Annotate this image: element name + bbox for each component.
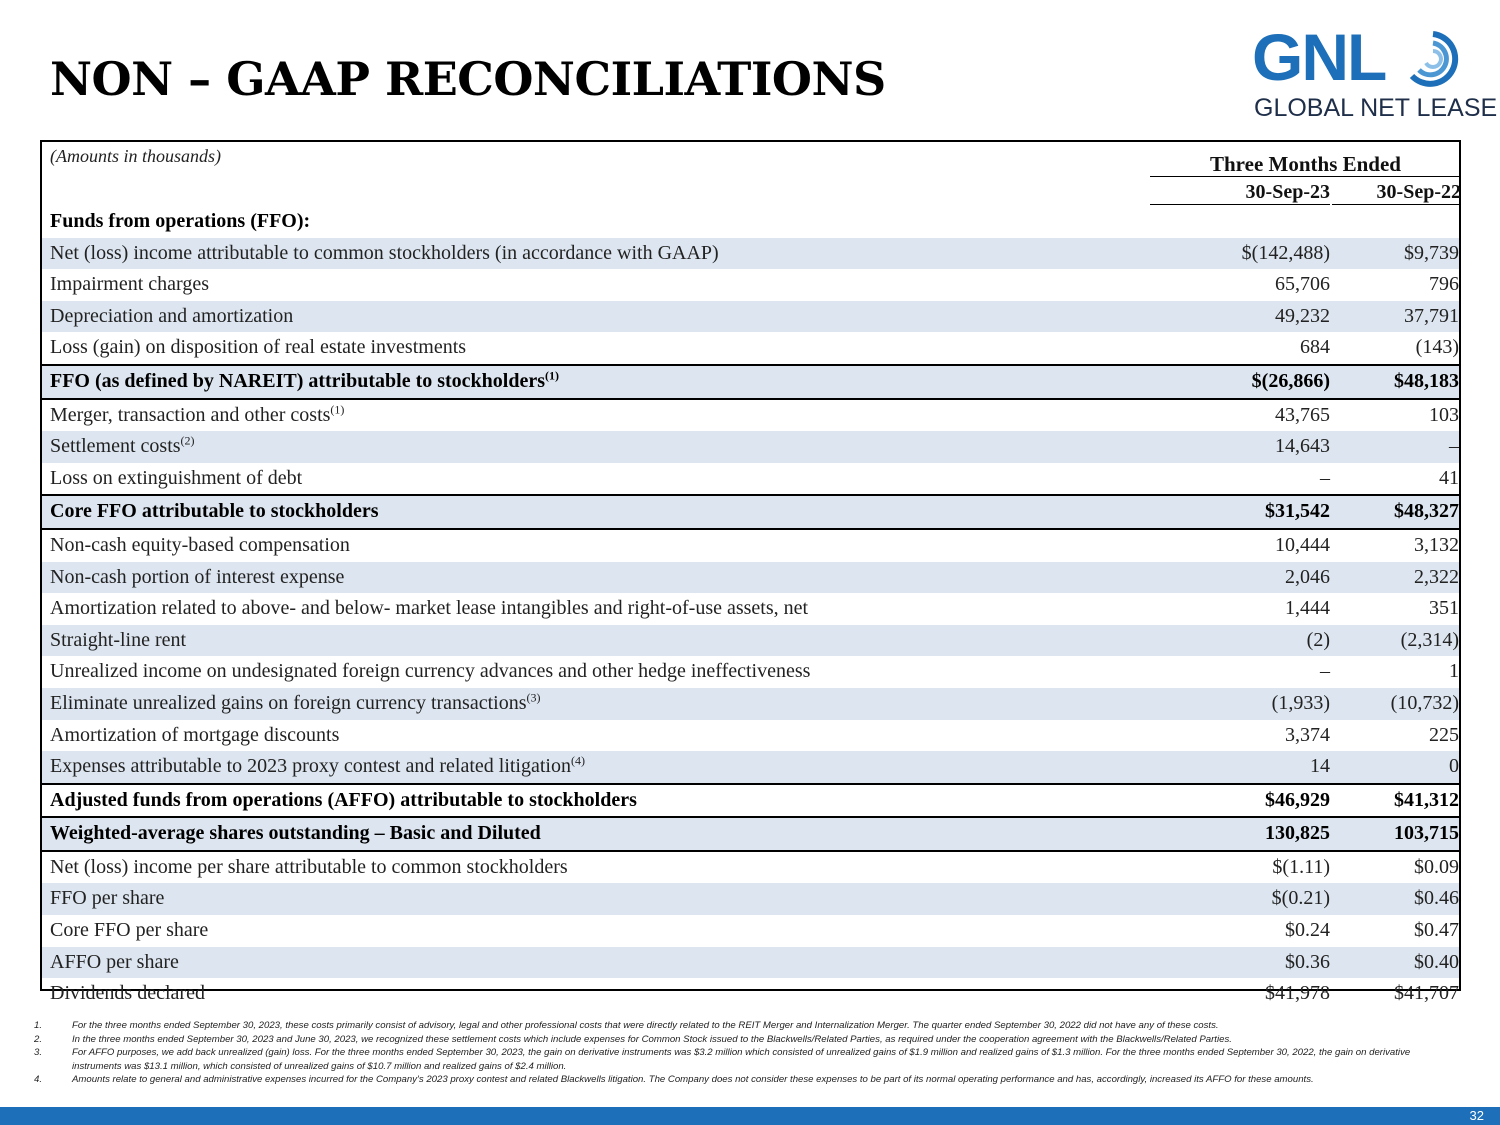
- row-value-sep-23: $46,929: [1265, 788, 1330, 811]
- page-number: 32: [1469, 1108, 1484, 1123]
- row-value-sep-22: 1: [1449, 660, 1459, 683]
- row-value-sep-22: 796: [1429, 273, 1459, 296]
- table-row: [42, 625, 1459, 657]
- footnote-number: 3.: [34, 1047, 43, 1058]
- row-label: Loss on extinguishment of debt: [50, 466, 303, 489]
- table-row: [42, 720, 1459, 752]
- row-value-sep-22: 2,322: [1414, 565, 1459, 588]
- table-row: [42, 431, 1459, 463]
- row-value-sep-23: $(0.21): [1271, 887, 1330, 910]
- row-label: FFO per share: [50, 887, 165, 910]
- row-value-sep-22: 225: [1429, 723, 1459, 746]
- table-row: [42, 978, 1459, 1010]
- row-value-sep-22: $48,327: [1394, 500, 1459, 523]
- row-value-sep-23: $0.24: [1285, 919, 1330, 942]
- table-row: [42, 463, 1459, 495]
- row-value-sep-23: 130,825: [1265, 822, 1330, 845]
- row-label: Unrealized income on undesignated foreign currency advances and other hedge ineffectiveness: [50, 660, 811, 683]
- row-value-sep-23: (1,933): [1271, 691, 1330, 714]
- footnote-ref: (1): [330, 401, 345, 416]
- row-value-sep-22: $0.40: [1414, 950, 1459, 973]
- row-label: Core FFO attributable to stockholders: [50, 500, 379, 523]
- table-row-total: [42, 818, 1459, 852]
- column-header-sep-23: 30-Sep-23: [1150, 178, 1330, 205]
- row-value-sep-23: 43,765: [1275, 403, 1330, 426]
- footnotes: [34, 1019, 1454, 1087]
- row-label: AFFO per share: [50, 950, 179, 973]
- footnote-ref: (4): [570, 753, 585, 768]
- row-value-sep-22: (143): [1415, 336, 1459, 359]
- row-label: Eliminate unrealized gains on foreign currency transactions$^{(3)}$: [50, 690, 541, 714]
- row-value-sep-23: –: [1320, 466, 1330, 489]
- table-row: [42, 206, 1459, 238]
- table-row: [42, 269, 1459, 301]
- row-value-sep-22: $41,312: [1394, 788, 1459, 811]
- row-value-sep-23: $0.36: [1285, 950, 1330, 973]
- footnote: [34, 1046, 1454, 1073]
- column-header-sep-22: 30-Sep-22: [1332, 178, 1461, 205]
- row-value-sep-22: –: [1449, 435, 1459, 458]
- row-value-sep-23: 3,374: [1285, 723, 1330, 746]
- table-row: [42, 852, 1459, 884]
- footnote-text: For AFFO purposes, we add back unrealized (gain) loss. For the three months ended September 30, 2023, the gain on derivative instruments was $3.2 million which consisted of unrealized gains of $1.9 million and realized gains of $1.3 million. For the three months ended September 30, 2022, the gain on derivative instruments was $13.1 million, which consisted of unrealized gains of $10.7 million and realized gains of $2.4 million.: [72, 1047, 1411, 1072]
- page-title: NON – GAAP RECONCILIATIONS: [50, 52, 886, 106]
- row-value-sep-22: (2,314): [1400, 628, 1459, 651]
- row-value-sep-23: 14,643: [1275, 435, 1330, 458]
- row-value-sep-22: 0: [1449, 755, 1459, 778]
- row-value-sep-22: $0.46: [1414, 887, 1459, 910]
- row-label: Depreciation and amortization: [50, 304, 294, 327]
- row-value-sep-22: $9,739: [1404, 241, 1459, 264]
- row-value-sep-23: 14: [1310, 755, 1330, 778]
- row-value-sep-23: $31,542: [1265, 500, 1330, 523]
- table-row-total: [42, 494, 1459, 530]
- row-label: Loss (gain) on disposition of real estate investments: [50, 336, 467, 359]
- row-value-sep-22: 103,715: [1394, 822, 1459, 845]
- row-label: Dividends declared: [50, 982, 205, 1005]
- footnote-ref: (3): [526, 690, 541, 705]
- row-value-sep-22: $48,183: [1394, 369, 1459, 392]
- footnote: [34, 1019, 1454, 1033]
- row-value-sep-23: 2,046: [1285, 565, 1330, 588]
- footnote-number: 4.: [34, 1074, 43, 1085]
- logo-wordmark: GNL: [1252, 20, 1386, 94]
- logo-tagline: GLOBAL NET LEASE: [1254, 94, 1498, 122]
- table-row-total: [42, 364, 1459, 400]
- row-value-sep-22: $0.09: [1414, 855, 1459, 878]
- row-label: Non-cash portion of interest expense: [50, 565, 345, 588]
- table-body: [42, 206, 1459, 1010]
- table-row: [42, 238, 1459, 270]
- footnote: [34, 1033, 1454, 1047]
- row-label: Non-cash equity-based compensation: [50, 533, 350, 556]
- row-label: Amortization related to above- and below- market lease intangibles and right-of-use assets, net: [50, 597, 809, 620]
- table-row: [42, 332, 1459, 364]
- row-value-sep-23: $(26,866): [1251, 369, 1330, 392]
- row-label: FFO (as defined by NAREIT) attributable to stockholders$^{(1)}$: [50, 368, 560, 392]
- row-value-sep-22: 41: [1439, 466, 1459, 489]
- row-value-sep-22: 37,791: [1404, 304, 1459, 327]
- row-value-sep-23: $(1.11): [1272, 855, 1330, 878]
- row-value-sep-23: 10,444: [1275, 533, 1330, 556]
- footnote-ref: (1): [545, 368, 560, 383]
- row-label: Funds from operations (FFO):: [50, 210, 311, 232]
- footnote-number: 2.: [34, 1033, 43, 1045]
- row-label: Core FFO per share: [50, 919, 209, 942]
- table-row: [42, 530, 1459, 562]
- row-label: Impairment charges: [50, 273, 210, 296]
- footnote-text: In the three months ended September 30, 2023 and June 30, 2023, we recognized these settlement costs which include expenses for Common Stock issued to the Blackwells/Related Parties, as required under the cooperation agreement with the Blackwells/Related Parties.: [72, 1033, 1232, 1045]
- footnote-text: For the three months ended September 30, 2023, these costs primarily consist of advisory, legal and other professional costs that were directly related to the REIT Merger and Internalization Merger. The quarter ended September 30, 2022 did not have any of these costs.: [72, 1020, 1219, 1031]
- table-row: [42, 688, 1459, 720]
- footnote-number: 1.: [34, 1020, 43, 1031]
- table-row: [42, 562, 1459, 594]
- table-row: [42, 656, 1459, 688]
- table-row-total: [42, 783, 1459, 819]
- row-value-sep-23: 1,444: [1285, 597, 1330, 620]
- row-label: Net (loss) income attributable to common stockholders (in accordance with GAAP): [50, 241, 719, 264]
- row-label: Weighted-average shares outstanding – Basic and Diluted: [50, 822, 541, 845]
- table-row: [42, 883, 1459, 915]
- row-value-sep-22: 351: [1429, 597, 1459, 620]
- row-value-sep-23: (2): [1306, 628, 1330, 651]
- footer-bar: [0, 1107, 1500, 1125]
- table-row: [42, 915, 1459, 947]
- table-row: [42, 593, 1459, 625]
- row-value-sep-22: 3,132: [1414, 533, 1459, 556]
- footnote: [34, 1073, 1454, 1087]
- table-row: [42, 400, 1459, 432]
- row-label: Merger, transaction and other costs$^{(1)}$: [50, 401, 345, 426]
- row-value-sep-22: (10,732): [1390, 691, 1459, 714]
- table-row: [42, 947, 1459, 979]
- reconciliation-table: [40, 140, 1461, 1005]
- row-value-sep-23: 49,232: [1275, 304, 1330, 327]
- logo-swirl-icon: [1402, 28, 1464, 90]
- table-row: [42, 751, 1459, 783]
- footnote-text: Amounts relate to general and administrative expenses incurred for the Company's 2023 proxy contest and related Blackwells litigation. The Company does not consider these expenses to be part of its normal operating performance and has, accordingly, increased its AFFO for these amounts.: [72, 1074, 1314, 1085]
- row-value-sep-23: 65,706: [1275, 273, 1330, 296]
- row-value-sep-23: $(142,488): [1241, 241, 1330, 264]
- row-value-sep-23: $41,978: [1265, 982, 1330, 1005]
- footnote-ref: (2): [180, 433, 195, 448]
- company-logo: [1252, 20, 1498, 124]
- row-label: Adjusted funds from operations (AFFO) attributable to stockholders: [50, 788, 637, 811]
- row-label: Net (loss) income per share attributable to common stockholders: [50, 855, 568, 878]
- row-label: Straight-line rent: [50, 628, 187, 651]
- row-label: Expenses attributable to 2023 proxy contest and related litigation$^{(4)}$: [50, 753, 585, 778]
- row-value-sep-23: 684: [1300, 336, 1330, 359]
- row-value-sep-22: 103: [1429, 403, 1459, 426]
- row-label: Amortization of mortgage discounts: [50, 723, 340, 746]
- row-value-sep-22: $0.47: [1414, 919, 1459, 942]
- table-row: [42, 301, 1459, 333]
- period-header: Three Months Ended: [1150, 146, 1461, 177]
- amounts-note: (Amounts in thousands): [50, 146, 221, 166]
- row-label: Settlement costs$^{(2)}$: [50, 433, 195, 458]
- row-value-sep-22: $41,707: [1394, 982, 1459, 1005]
- row-value-sep-23: –: [1320, 660, 1330, 683]
